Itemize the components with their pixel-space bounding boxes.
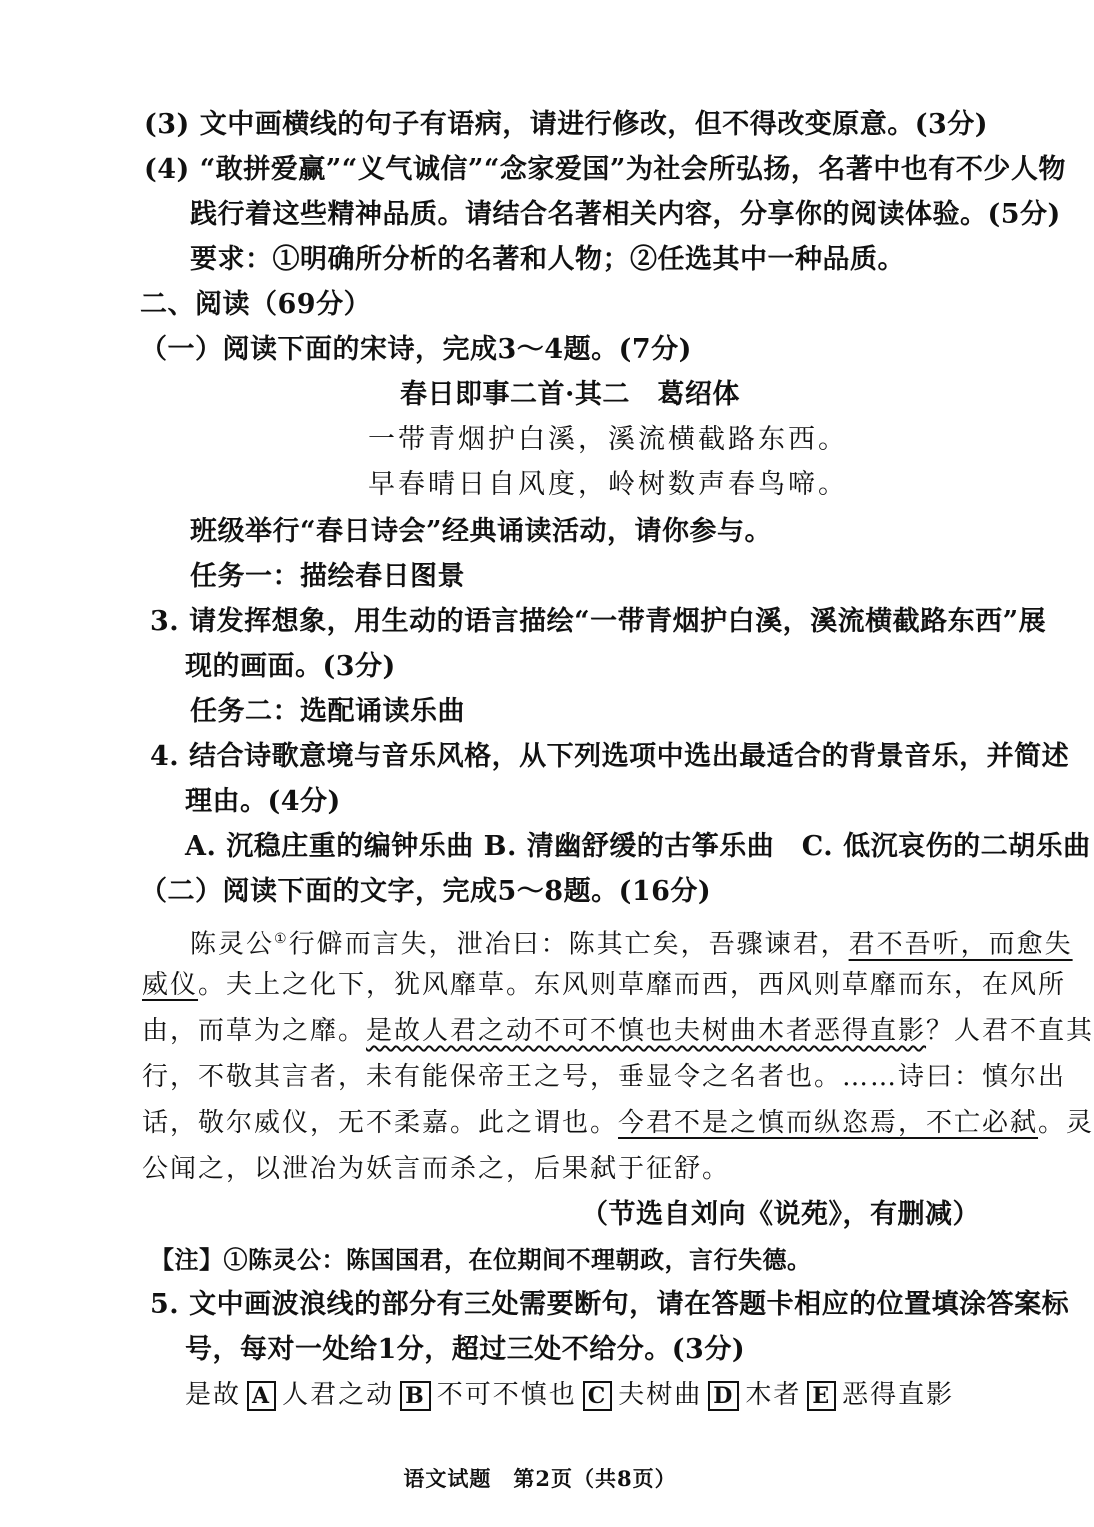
passage-text: 。灵 — [1038, 1108, 1094, 1138]
activity-intro: 班级举行“春日诗会”经典诵读活动，请你参与。 — [190, 516, 773, 547]
passage-text: 陈灵公 — [190, 929, 275, 960]
passage-line-1 — [190, 922, 1073, 962]
option-segment: 木者 — [745, 1380, 802, 1410]
poem-title: 春日即事二首·其二 葛绍体 — [400, 379, 740, 410]
subsection-2-heading: （二）阅读下面的文字，完成5～8题。(16分) — [140, 876, 712, 907]
passage-line-3 — [142, 1014, 1094, 1048]
option-box-c[interactable]: C — [583, 1381, 613, 1411]
option-segment: 不可不慎也 — [436, 1380, 577, 1410]
poem-line-1: 一带青烟护白溪，溪流横截路东西。 — [368, 424, 848, 455]
option-prefix: 是故 — [185, 1380, 242, 1410]
option-box-b[interactable]: B — [400, 1381, 431, 1411]
underlined-sentence: 君不吾听，而愈失 — [848, 929, 1073, 960]
option-box-d[interactable]: D — [708, 1381, 739, 1411]
subsection-1-heading: （一）阅读下面的宋诗，完成3～4题。(7分) — [140, 334, 692, 365]
passage-text: 。夫上之化下，犹风靡草。东风则草靡而西，西风则草靡而东，在风所 — [198, 970, 1067, 1000]
passage-text: ？人君不直其 — [926, 1016, 1094, 1046]
underlined-sentence: 今君不是之慎而纵恣焉，不亡必弑 — [618, 1108, 1039, 1138]
option-box-e[interactable]: E — [807, 1381, 836, 1411]
q5-answer-options — [185, 1378, 954, 1412]
passage-line-6: 公闻之，以泄冶为妖言而杀之，后果弑于征舒。 — [142, 1154, 731, 1184]
q5-line1: 5. 文中画波浪线的部分有三处需要断句，请在答题卡相应的位置填涂答案标 — [150, 1289, 1070, 1320]
passage-line-5 — [142, 1106, 1094, 1140]
underlined-sentence: 威仪 — [142, 970, 199, 1000]
q4-line1: 4. 结合诗歌意境与音乐风格，从下列选项中选出最适合的背景音乐，并简述 — [150, 741, 1070, 772]
q2-sub4-line1: (4) “敢拼爱赢”“义气诚信”“念家爱国”为社会所弘扬，名著中也有不少人物 — [144, 154, 1066, 185]
option-segment: 恶得直影 — [842, 1380, 955, 1410]
q4-line2: 理由。(4分) — [185, 786, 341, 817]
passage-text: 行僻而言失，泄冶曰：陈其亡矣，吾骤谏君， — [288, 929, 849, 960]
passage-line-2 — [142, 968, 1066, 1002]
q5-line2: 号，每对一处给1分，超过三处不给分。(3分) — [185, 1334, 746, 1365]
task-1-heading: 任务一：描绘春日图景 — [190, 561, 465, 592]
passage-text: 话，敬尔威仪，无不柔嘉。此之谓也。 — [142, 1108, 619, 1138]
passage-line-4: 行，不敬其言者，未有能保帝王之号，垂显令之名者也。……诗曰：慎尔出 — [142, 1062, 1067, 1092]
option-segment: 人君之动 — [282, 1380, 395, 1410]
q2-sub3: (3) 文中画横线的句子有语病，请进行修改，但不得改变原意。(3分) — [144, 109, 989, 140]
section-heading-reading: 二、阅读（69分） — [140, 289, 372, 320]
q2-sub4-line2: 践行着这些精神品质。请结合名著相关内容，分享你的阅读体验。(5分) — [190, 199, 1061, 230]
q2-sub4-requirement: 要求：①明确所分析的名著和人物；②任选其中一种品质。 — [190, 244, 905, 275]
poem-line-2: 早春晴日自风度，岭树数声春鸟啼。 — [368, 469, 848, 500]
option-box-a[interactable]: A — [247, 1381, 276, 1411]
passage-text: 由，而草为之靡。 — [142, 1016, 367, 1046]
q3-line2: 现的画面。(3分) — [185, 651, 396, 682]
option-segment: 夫树曲 — [618, 1380, 703, 1410]
footnote-marker: ① — [274, 931, 289, 947]
task-2-heading: 任务二：选配诵读乐曲 — [190, 696, 465, 727]
passage-footnote: 【注】①陈灵公：陈国国君，在位期间不理朝政，言行失德。 — [150, 1245, 812, 1274]
q4-options: A. 沉稳庄重的编钟乐曲 B. 清幽舒缓的古筝乐曲 C. 低沉哀伤的二胡乐曲 — [185, 831, 1091, 862]
q3-line1: 3. 请发挥想象，用生动的语言描绘“一带青烟护白溪，溪流横截路东西”展 — [150, 606, 1047, 637]
wavy-underlined-text: 是故人君之动不可不慎也夫树曲木者恶得直影 — [366, 1016, 927, 1046]
passage-source: （节选自刘向《说苑》，有删减） — [581, 1199, 980, 1230]
page-footer: 语文试题 第2页（共8页） — [403, 1466, 677, 1491]
